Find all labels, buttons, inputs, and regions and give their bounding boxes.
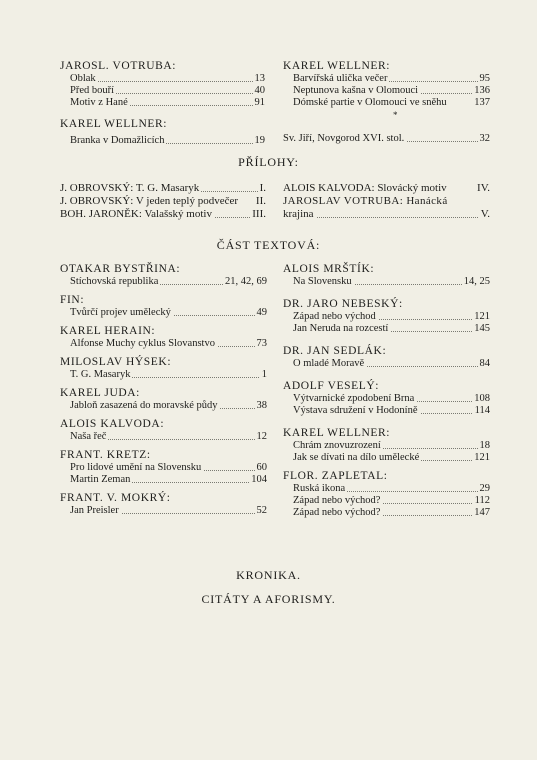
toc-entry — [70, 135, 265, 147]
author-heading: KAREL JUDA: — [60, 387, 140, 399]
toc-entry — [70, 431, 267, 443]
entry-page: IV. — [477, 182, 490, 194]
entry-title: Oblak — [70, 73, 96, 84]
section-heading-citaty: CITÁTY A AFORISMY. — [201, 592, 336, 606]
entry-page: 108 — [474, 393, 490, 404]
entry-page: 145 — [474, 323, 490, 334]
entry-page: 1 — [261, 369, 267, 380]
entry-title: J. OBROVSKÝ: T. G. Masaryk — [60, 182, 200, 194]
toc-entry — [70, 97, 265, 109]
toc-entry — [293, 393, 490, 405]
toc-entry — [293, 73, 490, 85]
entry-page: 91 — [254, 97, 265, 108]
entry-title: Chrám znovuzrození — [293, 440, 381, 451]
entry-title: Západ nebo východ? — [293, 507, 381, 518]
toc-entry — [293, 276, 490, 288]
text-right-column — [283, 263, 490, 519]
author-heading: KAREL WELLNER: — [283, 427, 391, 439]
author-heading: KAREL WELLNER: — [60, 118, 168, 130]
toc-entry — [283, 133, 490, 145]
entry-title: Tvůrčí projev umělecký — [70, 307, 171, 318]
author-heading: FIN: — [60, 294, 85, 306]
section-heading-kronika: KRONIKA. — [236, 568, 301, 582]
separator-asterisk: * — [393, 110, 398, 120]
toc-entry — [293, 483, 490, 495]
entry-title: ALOIS KALVODA: Slovácký motiv — [283, 182, 447, 194]
author-heading: JAROSL. VOTRUBA: — [60, 60, 177, 72]
entry-title: Pro lidové umění na Slovensku — [70, 462, 202, 473]
entry-title: Motiv z Hané — [70, 97, 128, 108]
toc-entry — [70, 400, 267, 412]
toc-entry — [70, 369, 267, 381]
entry-page: 136 — [474, 85, 490, 96]
top-right-column — [283, 60, 490, 145]
entry-page: 73 — [256, 338, 267, 349]
author-heading: KAREL WELLNER: — [283, 60, 391, 72]
entry-title: Výstava sdružení v Hodoníně — [293, 405, 418, 416]
toc-entry — [70, 85, 265, 97]
toc-entry — [70, 73, 265, 85]
entry-title: Jabloň zasazená do moravské půdy — [70, 400, 218, 411]
entry-page: V. — [480, 208, 490, 220]
entry-page: 147 — [474, 507, 490, 518]
entry-page: 38 — [256, 400, 267, 411]
entry-title: T. G. Masaryk — [70, 369, 131, 380]
toc-entry — [60, 195, 266, 208]
toc-entry — [293, 97, 490, 109]
entry-title: krajina — [283, 208, 314, 220]
entry-page: III. — [252, 208, 266, 220]
entry-page: 121 — [474, 452, 490, 463]
entry-title: Západ nebo východ — [293, 311, 376, 322]
entry-page: 12 — [256, 431, 267, 442]
toc-entry — [293, 405, 490, 417]
toc-entry — [293, 507, 490, 519]
toc-entry — [70, 474, 267, 486]
entry-title: Branka v Domažlicích — [70, 135, 165, 146]
toc-entry — [293, 440, 490, 452]
entry-title: Na Slovensku — [293, 276, 352, 287]
entry-page: 112 — [474, 495, 490, 506]
toc-entry — [283, 208, 490, 221]
section-heading-prilohy: PŘÍLOHY: — [238, 155, 299, 169]
toc-entry — [293, 495, 490, 507]
entry-title: Naša řeč — [70, 431, 107, 442]
entry-title: Stíchovská republika — [70, 276, 159, 287]
entry-title: O mladé Moravě — [293, 358, 365, 369]
entry-page: 19 — [254, 135, 265, 146]
entry-title: Barvířská ulička večer — [293, 73, 388, 84]
entry-page: 13 — [254, 73, 265, 84]
toc-entry — [283, 182, 490, 195]
toc-entry — [293, 358, 490, 370]
entry-title: Neptunova kašna v Olomouci — [293, 85, 419, 96]
entry-title: Jan Preisler — [70, 505, 119, 516]
entry-title: BOH. JARONĚK: Valašský motiv — [60, 208, 212, 220]
toc-entry — [293, 85, 490, 97]
entry-title: J. OBROVSKÝ: V jeden teplý podvečer — [60, 195, 239, 207]
prilohy-right-column — [283, 182, 490, 221]
entry-page: 95 — [479, 73, 490, 84]
entry-title: Jan Neruda na rozcestí — [293, 323, 389, 334]
author-heading: FRANT. KRETZ: — [60, 449, 151, 461]
entry-page: 32 — [479, 133, 490, 144]
entry-title: Sv. Jiří, Novgorod XVI. stol. — [283, 133, 405, 144]
entry-page: 18 — [479, 440, 490, 451]
entry-page: 14, 25 — [463, 276, 490, 287]
author-heading: ADOLF VESELÝ: — [283, 380, 380, 392]
toc-entry — [60, 208, 266, 221]
toc-entry — [70, 338, 267, 350]
entry-page: 49 — [256, 307, 267, 318]
entry-title: Jak se dívati na dílo umělecké — [293, 452, 420, 463]
entry-title: Alfonse Muchy cyklus Slovanstvo — [70, 338, 215, 349]
author-heading: DR. JARO NEBESKÝ: — [283, 298, 403, 310]
entry-page: 104 — [251, 474, 267, 485]
entry-title: JAROSLAV VOTRUBA: Hanácká — [283, 195, 448, 207]
toc-entry — [293, 323, 490, 335]
text-left-column — [60, 263, 267, 517]
entry-page: I. — [259, 182, 266, 194]
entry-title: Před bouří — [70, 85, 115, 96]
toc-entry — [70, 307, 267, 319]
toc-entry — [293, 452, 490, 464]
toc-entry — [70, 462, 267, 474]
entry-page: 52 — [256, 505, 267, 516]
entry-page: 84 — [479, 358, 490, 369]
toc-entry — [70, 276, 267, 288]
author-heading: ALOIS KALVODA: — [60, 418, 165, 430]
entry-page: 137 — [474, 97, 490, 108]
entry-title: Dómské partie v Olomouci ve sněhu — [293, 97, 447, 108]
entry-page: 121 — [474, 311, 490, 322]
entry-page: 40 — [254, 85, 265, 96]
author-heading: KAREL HERAIN: — [60, 325, 156, 337]
author-heading: MILOSLAV HÝSEK: — [60, 356, 172, 368]
entry-title: Západ nebo východ? — [293, 495, 381, 506]
entry-title: Ruská ikona — [293, 483, 346, 494]
toc-entry — [70, 505, 267, 517]
toc-entry — [60, 182, 266, 195]
author-heading: DR. JAN SEDLÁK: — [283, 345, 387, 357]
entry-page: 114 — [474, 405, 490, 416]
author-heading: ALOIS MRŠTÍK: — [283, 263, 375, 275]
entry-title: Výtvarnické zpodobení Brna — [293, 393, 415, 404]
top-left-column — [60, 60, 265, 147]
entry-page: 29 — [479, 483, 490, 494]
section-heading-text: ČÁST TEXTOVÁ: — [216, 238, 321, 252]
entry-page: 60 — [256, 462, 267, 473]
author-heading: FLOR. ZAPLETAL: — [283, 470, 388, 482]
entry-title: Martin Zeman — [70, 474, 131, 485]
author-heading: OTAKAR BYSTŘINA: — [60, 263, 181, 275]
entry-page: 21, 42, 69 — [225, 276, 267, 287]
prilohy-left-column — [60, 182, 266, 221]
toc-entry — [293, 311, 490, 323]
entry-page: II. — [255, 195, 266, 207]
author-heading: FRANT. V. MOKRÝ: — [60, 492, 171, 504]
toc-entry — [283, 195, 490, 208]
